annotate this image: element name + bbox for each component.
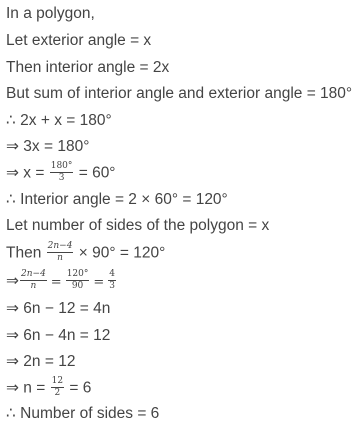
- fraction: [47, 242, 74, 263]
- equation-suffix: × 90° = 120°: [74, 244, 166, 262]
- fraction: [20, 270, 47, 291]
- fraction-denominator: 3: [58, 173, 65, 183]
- equation-line: ⇒ 2n = 12: [6, 353, 76, 370]
- interior-angle-result-line: ∴ Interior angle = 2 × 60° = 120°: [6, 191, 228, 208]
- fraction-denominator: 3: [109, 281, 116, 291]
- fraction: [51, 377, 64, 398]
- equation-suffix: = 60°: [74, 164, 116, 182]
- equals-sign: =: [93, 274, 105, 290]
- fraction-numerator: 2n−4: [47, 241, 73, 251]
- equation-line: ∴ 2x + x = 180°: [6, 112, 112, 129]
- interior-angle-line: Then interior angle = 2x: [6, 59, 170, 76]
- equals-sign: =: [50, 274, 62, 290]
- equation-line: ⇒ 6n − 12 = 4n: [6, 300, 111, 317]
- equation-line: ⇒ 3x = 180°: [6, 138, 90, 155]
- fraction-denominator: 90: [71, 281, 84, 291]
- equation-suffix: = 6: [65, 379, 92, 397]
- fraction-denominator: n: [30, 281, 37, 291]
- equation-prefix: ⇒ n =: [6, 379, 50, 397]
- fraction-numerator: 120°: [66, 269, 89, 279]
- fraction: [108, 270, 116, 291]
- fraction-denominator: n: [57, 253, 63, 263]
- conclusion-line: ∴ Number of sides = 6: [6, 405, 160, 422]
- sides-assumption-line: Let number of sides of the polygon = x: [6, 217, 270, 234]
- equation-line: [6, 243, 165, 263]
- fraction: [66, 270, 90, 291]
- fraction-numerator: 2n−4: [21, 269, 46, 279]
- angle-sum-line: But sum of interior angle and exterior angle = 180°: [6, 85, 353, 102]
- fraction: [50, 162, 74, 183]
- intro-line: In a polygon,: [6, 5, 95, 22]
- fraction-numerator: 180°: [50, 161, 73, 171]
- equation-prefix: ⇒: [6, 272, 19, 290]
- equation-prefix: ⇒ x =: [6, 164, 49, 182]
- equation-line: [6, 378, 91, 398]
- equation-line: ⇒ 6n − 4n = 12: [6, 327, 111, 344]
- equation-line: [6, 271, 117, 291]
- equation-line: [6, 163, 116, 183]
- fraction-numerator: 4: [109, 269, 116, 279]
- equation-prefix: Then: [6, 244, 46, 262]
- exterior-angle-line: Let exterior angle = x: [6, 32, 152, 49]
- fraction-denominator: 2: [54, 388, 61, 398]
- fraction-numerator: 12: [51, 376, 64, 386]
